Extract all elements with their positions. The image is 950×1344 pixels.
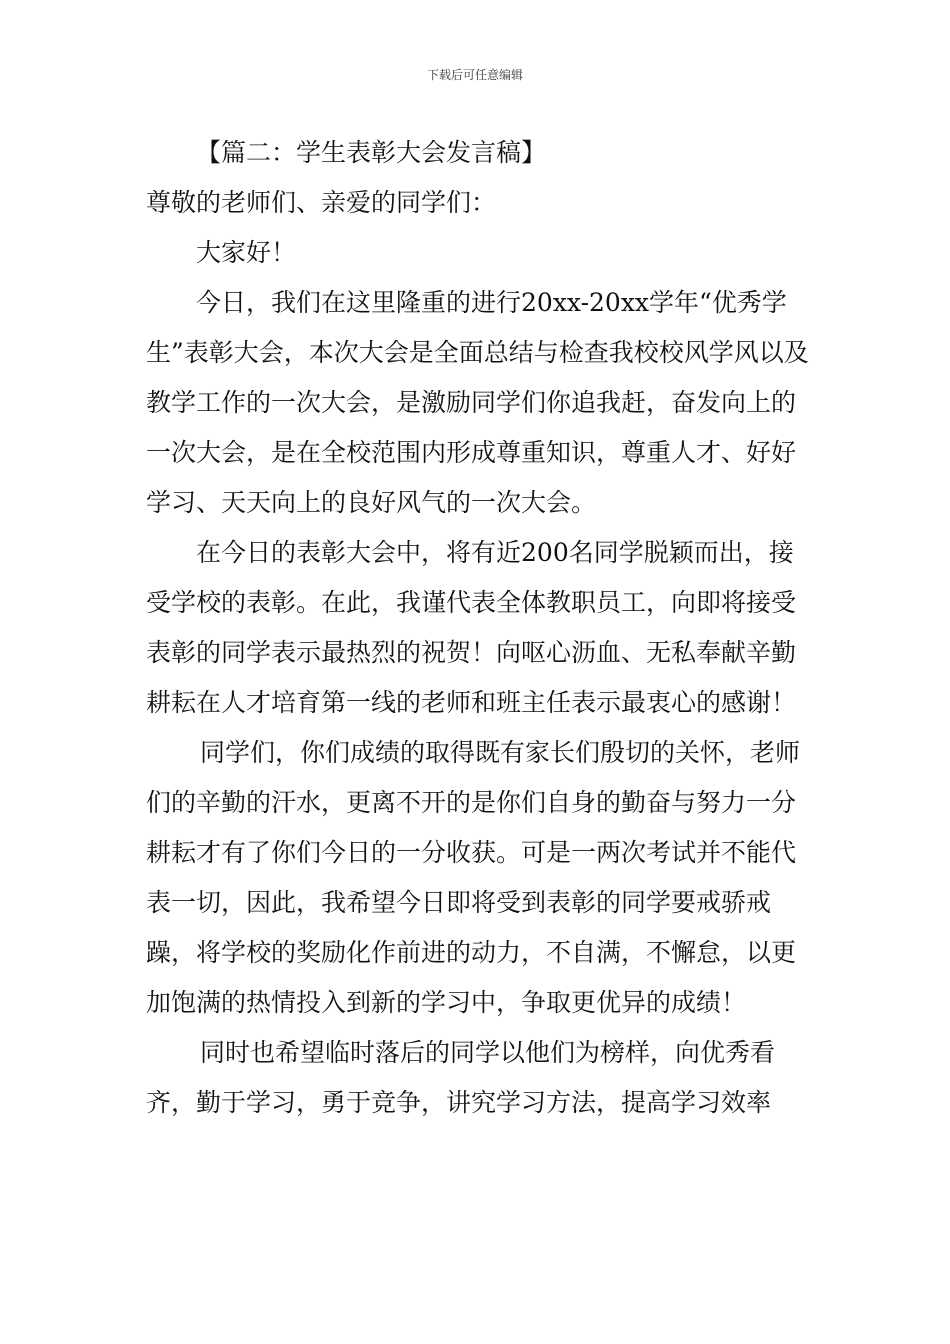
greeting: 大家好！ <box>196 238 297 267</box>
document-title: 【篇二：学生表彰大会发言稿】 <box>196 138 547 167</box>
page-header-note: 下载后可任意编辑 <box>426 68 523 82</box>
paragraph-1: 今日，我们在这里隆重的进行20xx-20xx学年“优秀学生”表彰大会，本次大会是全面总结与检查我校校风学风以及教学工作的一次大会，是激励同学们你追我赶，奋发向上的一次大会，是在全校范围内形成尊重知识，尊重人才、好好学习、天天向上的良好风气的一次大会。 <box>146 288 809 517</box>
salutation: 尊敬的老师们、亲爱的同学们： <box>146 188 497 217</box>
paragraph-4: 同时也希望临时落后的同学以他们为榜样，向优秀看齐，勤于学习，勇于竞争，讲究学习方法，提高学习效率 <box>146 1038 776 1117</box>
document-body <box>146 128 811 1128</box>
paragraph-2: 在今日的表彰大会中，将有近200名同学脱颖而出，接受学校的表彰。在此，我谨代表全体教职员工，向即将接受表彰的同学表示最热烈的祝贺！向呕心沥血、无私奉献辛勤耕耘在人才培育第一线的老师和班主任表示最衷心的感谢！ <box>146 538 797 717</box>
paragraph-3: 同学们，你们成绩的取得既有家长们殷切的关怀，老师们的辛勤的汗水，更离不开的是你们自身的勤奋与努力一分耕耘才有了你们今日的一分收获。可是一两次考试并不能代表一切，因此，我希望今日即将受到表彰的同学要戒骄戒躁，将学校的奖励化作前进的动力，不自满，不懈怠，以更加饱满的热情投入到新的学习中，争取更优异的成绩！ <box>146 738 801 1017</box>
